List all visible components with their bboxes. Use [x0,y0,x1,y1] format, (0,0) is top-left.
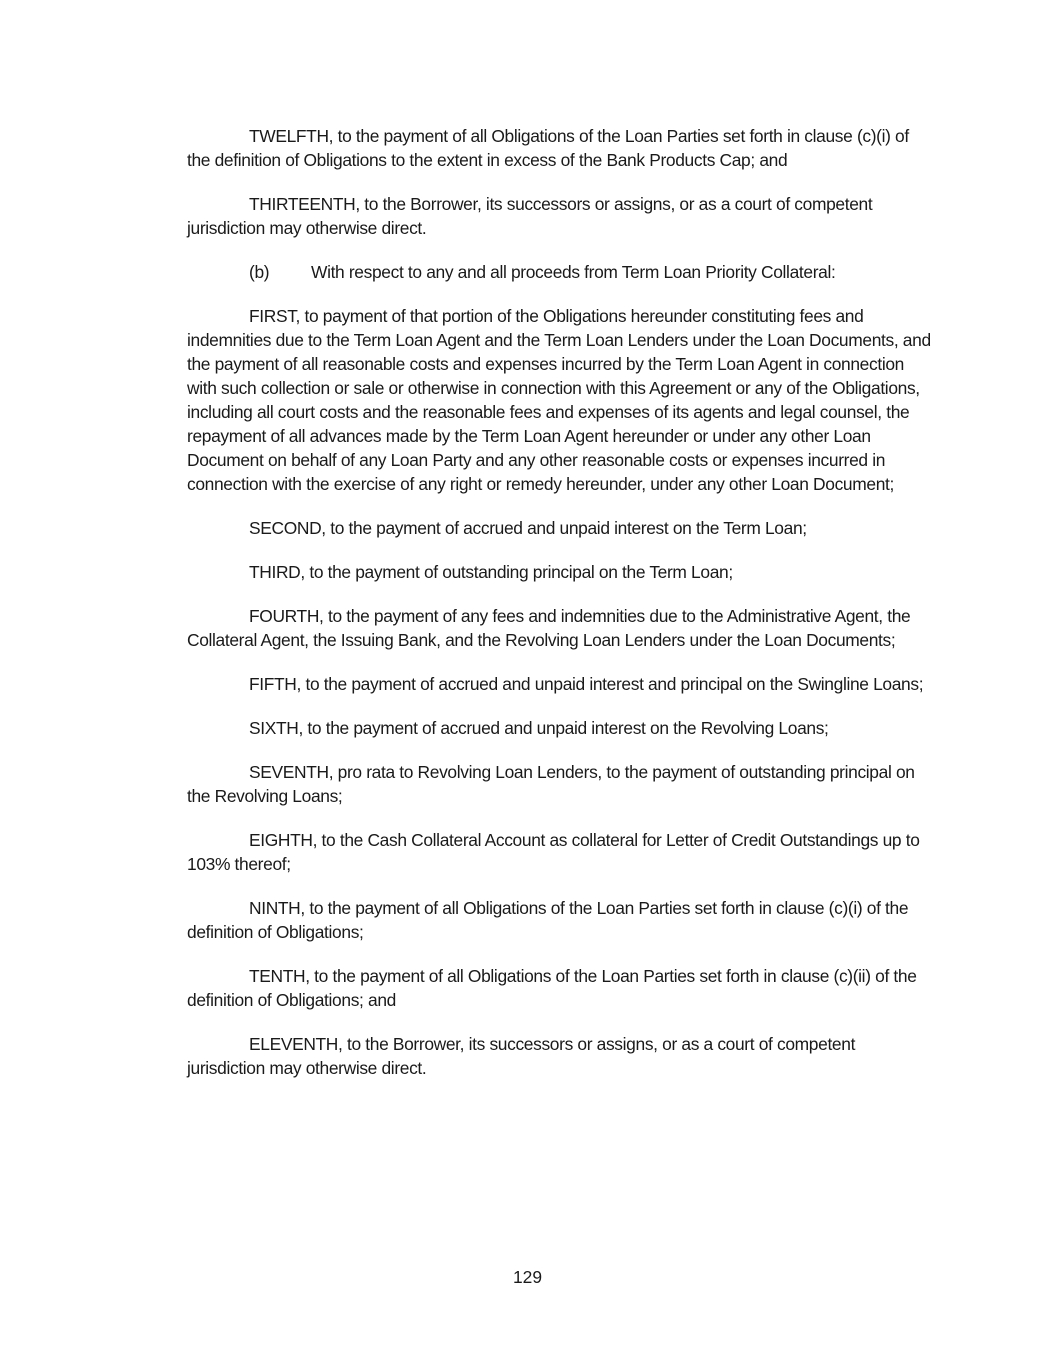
page-number: 129 [512,1267,542,1287]
document-body [187,124,933,1100]
paragraph-ninth: NINTH, to the payment of all Obligations of the Loan Parties set forth in clause (c)(i) of the definition of Obligations; [187,898,909,942]
paragraph-fourth: FOURTH, to the payment of any fees and indemnities due to the Administrative Agent, the Collateral Agent, the Issuing Bank, and the Revolving Loan Lenders under the Loan Documents; [187,606,911,650]
paragraph-twelfth: TWELFTH, to the payment of all Obligations of the Loan Parties set forth in clause (c)(i) of the definition of Obligations to the extent in excess of the Bank Products Cap; and [187,126,909,170]
subsection-label: (b) [249,262,270,282]
subsection-b [187,260,933,284]
paragraph-tenth: TENTH, to the payment of all Obligations of the Loan Parties set forth in clause (c)(ii) of the definition of Obligations; and [187,966,917,1010]
paragraph-second: SECOND, to the payment of accrued and unpaid interest on the Term Loan; [249,518,807,538]
paragraph-eleventh: ELEVENTH, to the Borrower, its successors or assigns, or as a court of competent jurisdiction may otherwise direct. [187,1034,856,1078]
paragraph-third: THIRD, to the payment of outstanding principal on the Term Loan; [249,562,733,582]
paragraph-seventh: SEVENTH, pro rata to Revolving Loan Lenders, to the payment of outstanding principal on the Revolving Loans; [187,762,915,806]
paragraph-eighth: EIGHTH, to the Cash Collateral Account as collateral for Letter of Credit Outstandings up to 103% thereof; [187,830,920,874]
subsection-text: With respect to any and all proceeds from Term Loan Priority Collateral: [311,262,836,282]
paragraph-fifth: FIFTH, to the payment of accrued and unpaid interest and principal on the Swingline Loans; [249,674,924,694]
paragraph-first: FIRST, to payment of that portion of the Obligations hereunder constituting fees and indemnities due to the Term Loan Agent and the Term Loan Lenders under the Loan Documents, and the payment of all reasonable costs and expenses incurred by the Term Loan Agent in connection with such collection or sale or otherwise in connection with this Agreement or any of the Obligations, including all court costs and the reasonable fees and expenses of its agents and legal counsel, the repayment of all advances made by the Term Loan Agent hereunder or under any other Loan Document on behalf of any Loan Party and any other reasonable costs or expenses incurred in connection with the exercise of any right or remedy hereunder, under any other Loan Document; [187,306,931,494]
paragraph-thirteenth: THIRTEENTH, to the Borrower, its successors or assigns, or as a court of competent jurisdiction may otherwise direct. [187,194,873,238]
paragraph-sixth: SIXTH, to the payment of accrued and unpaid interest on the Revolving Loans; [249,718,829,738]
